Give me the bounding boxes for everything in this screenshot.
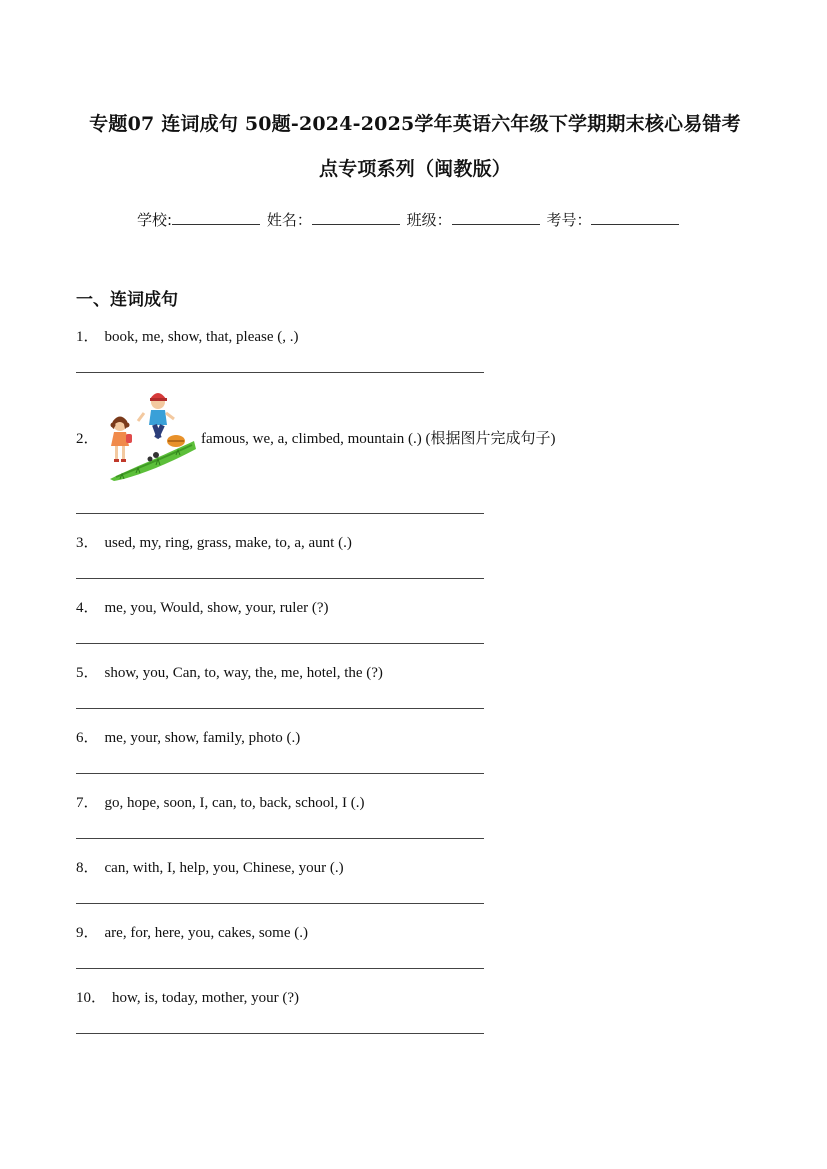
question-text: me, you, Would, show, your, ruler (?) <box>104 600 329 616</box>
question-text: me, your, show, family, photo (.) <box>104 730 301 746</box>
question-number: 7． <box>76 795 99 811</box>
name-blank[interactable] <box>312 210 400 225</box>
question-number: 4． <box>76 600 99 616</box>
answer-line-5[interactable] <box>76 708 484 709</box>
children-climbing-hill-illustration <box>106 389 198 483</box>
answer-line-6[interactable] <box>76 773 484 774</box>
question-number: 5． <box>76 665 99 681</box>
page-title-line-2: 点专项系列（闽教版） <box>318 158 511 180</box>
question-text: show, you, Can, to, way, the, me, hotel, the (?) <box>104 665 383 681</box>
answer-line-9[interactable] <box>76 968 484 969</box>
question-text: can, with, I, help, you, Chinese, your (.) <box>104 860 344 876</box>
question-6 <box>76 726 300 747</box>
answer-line-7[interactable] <box>76 838 484 839</box>
question-text: book, me, show, that, please (, .) <box>104 329 299 345</box>
question-4 <box>76 596 329 617</box>
question-text: go, hope, soon, I, can, to, back, school, I (.) <box>104 795 365 811</box>
name-label: 姓名： <box>266 211 312 229</box>
section-heading: 一、连词成句 <box>76 290 178 310</box>
answer-line-10[interactable] <box>76 1033 484 1034</box>
question-8 <box>76 856 344 877</box>
school-label: 学校: <box>137 211 173 229</box>
question-number: 8． <box>76 860 99 876</box>
question-number: 6． <box>76 730 99 746</box>
exam-number-label: 考号： <box>546 211 592 229</box>
class-blank[interactable] <box>452 210 540 225</box>
question-number: 3． <box>76 535 99 551</box>
question-number: 10． <box>76 990 107 1006</box>
question-9 <box>76 921 308 942</box>
question-10 <box>76 986 299 1007</box>
question-text: famous, we, a, climbed, mountain (.) (根据图片完成句子) <box>201 431 556 447</box>
question-text: used, my, ring, grass, make, to, a, aunt (.) <box>104 535 352 551</box>
question-number: 1． <box>76 329 99 345</box>
question-number: 9． <box>76 925 99 941</box>
answer-line-4[interactable] <box>76 643 484 644</box>
question-5 <box>76 661 383 682</box>
question-1 <box>76 325 299 346</box>
page-title-line-1: 专题07 连词成句 50题-2024-2025学年英语六年级下学期期末核心易错考 <box>89 113 741 135</box>
student-info-row <box>137 209 681 230</box>
answer-line-2[interactable] <box>76 513 484 514</box>
exam-number-blank[interactable] <box>591 210 679 225</box>
answer-line-8[interactable] <box>76 903 484 904</box>
question-text: how, is, today, mother, your (?) <box>112 990 300 1006</box>
answer-line-3[interactable] <box>76 578 484 579</box>
class-label: 班级： <box>406 211 452 229</box>
school-blank[interactable] <box>172 210 260 225</box>
question-text: are, for, here, you, cakes, some (.) <box>104 925 308 941</box>
answer-line-1[interactable] <box>76 372 484 373</box>
question-number: 2． <box>76 431 99 447</box>
question-3 <box>76 531 352 552</box>
question-7 <box>76 791 364 812</box>
